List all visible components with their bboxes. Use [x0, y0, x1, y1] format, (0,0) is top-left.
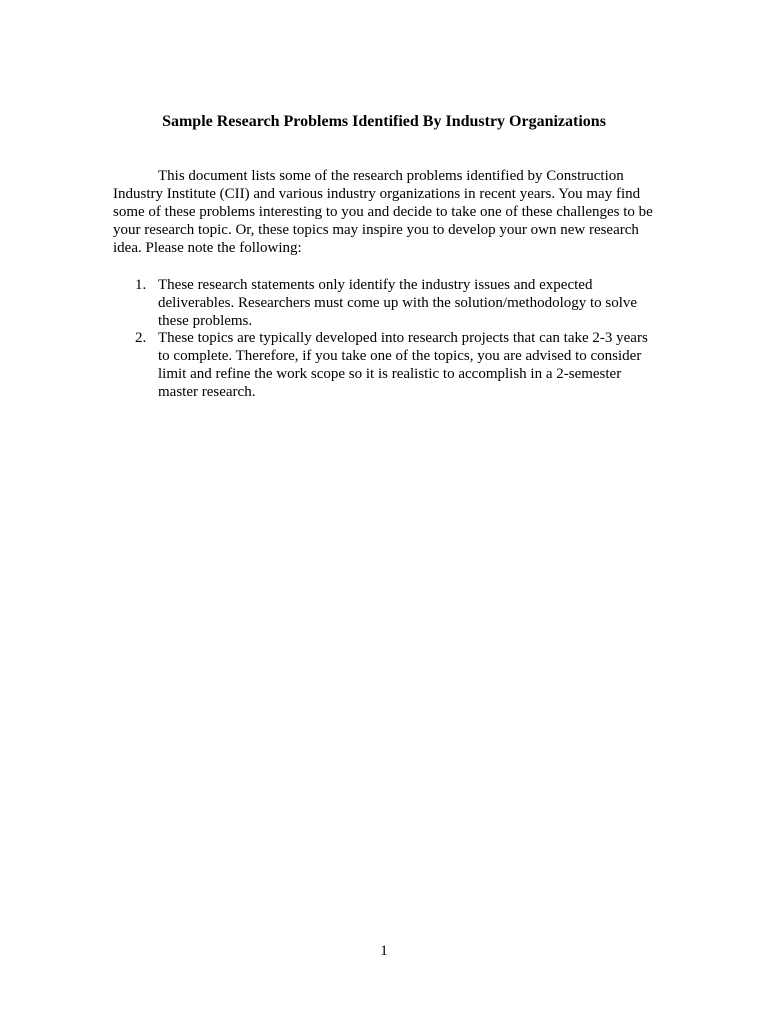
document-title: Sample Research Problems Identified By Industry Organizations [162, 113, 606, 130]
intro-line: idea. Please note the following: [113, 240, 302, 256]
list-item-line: these problems. [158, 313, 253, 329]
list-number: 1. [135, 277, 147, 293]
intro-line: your research topic. Or, these topics may inspire you to develop your own new research [113, 222, 639, 238]
list-item-line: These topics are typically developed into research projects that can take 2-3 years [158, 330, 648, 346]
list-item-line: These research statements only identify the industry issues and expected [158, 277, 593, 293]
list-item-line: deliverables. Researchers must come up with the solution/methodology to solve [158, 295, 638, 311]
list-number: 2. [135, 330, 147, 346]
page-number: 1 [380, 943, 388, 959]
list-item-line: to complete. Therefore, if you take one of the topics, you are advised to consider [158, 348, 642, 364]
intro-line: some of these problems interesting to you and decide to take one of these challenges to be [113, 204, 653, 220]
intro-line: Industry Institute (CII) and various industry organizations in recent years. You may find [113, 186, 641, 202]
list-item-line: limit and refine the work scope so it is realistic to accomplish in a 2-semester [158, 366, 622, 382]
list-item-line: master research. [158, 384, 256, 400]
intro-line: This document lists some of the research problems identified by Construction [158, 168, 624, 184]
